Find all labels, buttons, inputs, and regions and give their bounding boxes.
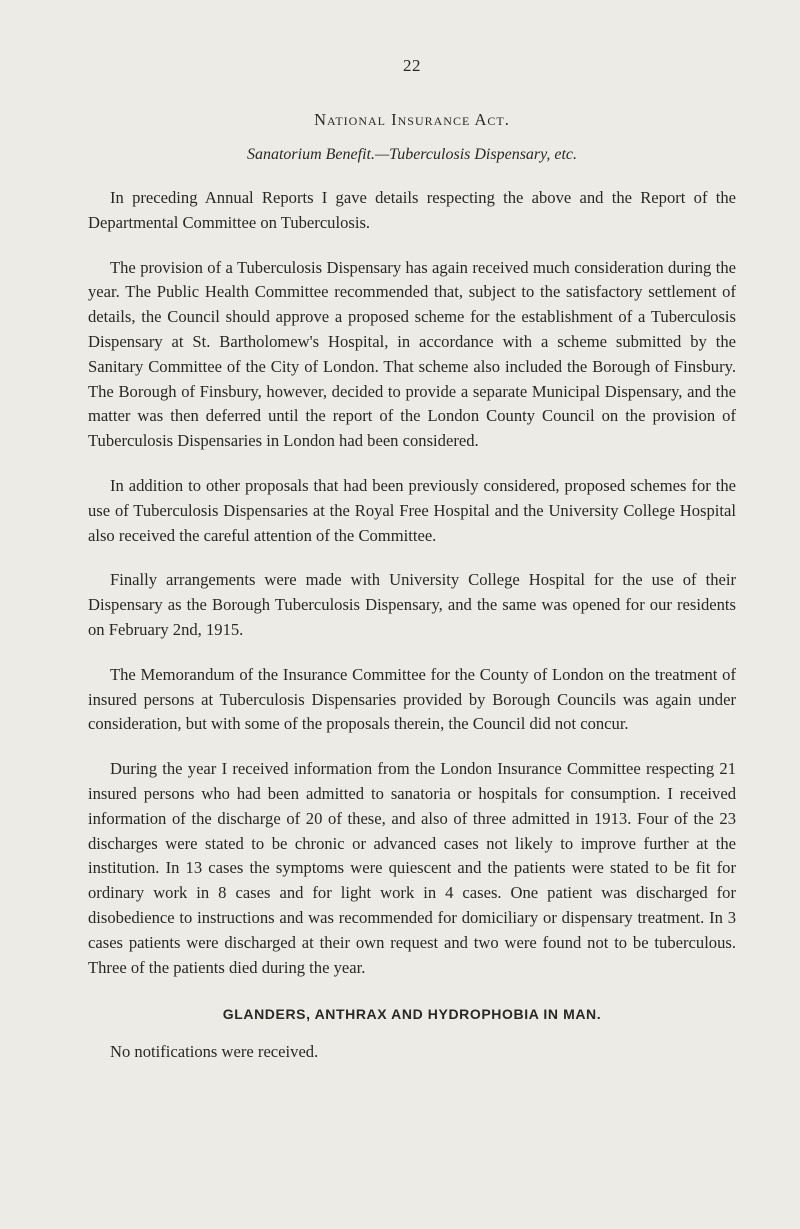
paragraph-memorandum: The Memorandum of the Insurance Committee for the County of London on the treatment of insured persons at Tuberculosis Dispensaries provided by Borough Councils was again under consideration, but with some of the proposals therein, the Council did not concur.	[88, 664, 736, 734]
section-subtitle: Sanatorium Benefit.—Tuberculosis Dispensary, etc.	[246, 146, 578, 163]
paragraph-arrangements: Finally arrangements were made with University College Hospital for the use of their Dispensary as the Borough Tuberculosis Dispensary, and the same was opened for our residents on February 2nd, 1915.	[88, 570, 736, 639]
paragraph-annual-reports: In preceding Annual Reports I gave details respecting the above and the Report of the Departmental Committee on Tuberculosis.	[88, 188, 736, 232]
section-title: National Insurance Act.	[314, 110, 510, 129]
paragraph-dispensary-provision: The provision of a Tuberculosis Dispensary has again received much consideration during the year. The Public Health Committee recommended that, subject to the satisfactory settlement of details, the Council should approve a proposed scheme for the establishment of a Tuberculosis Dispensary at St. Bartholomew's Hospital, in accordance with a scheme submitted by the Sanitary Committee of the City of London. That scheme also included the Borough of Finsbury. The Borough of Finsbury, however, decided to provide a separate Municipal Dispensary, and the matter was then deferred until the report of the London County Council on the provision of Tuberculosis Dispensaries in London had been considered.	[88, 257, 736, 451]
paragraph-insured-persons: During the year I received information from the London Insurance Committee respecting 21 insured persons who had been admitted to sanatoria or hospitals for consumption. I received information of the discharge of 20 of these, and also of three admitted in 1913. Four of the 23 discharges were stated to be chronic or advanced cases not likely to improve further at the institution. In 13 cases the symptoms were quiescent and the patients were stated to be fit for ordinary work in 8 cases and for light work in 4 cases. One patient was discharged for disobedience to instructions and was recommended for domiciliary or dispensary treatment. In 3 cases patients were discharged at their own request and two were found not to be tuberculous. Three of the patients died during the year.	[88, 759, 736, 977]
glanders-heading: GLANDERS, ANTHRAX AND HYDROPHOBIA IN MAN.	[222, 1006, 602, 1023]
paragraph-no-notifications: No notifications were received.	[110, 1042, 319, 1062]
page-number: 22	[403, 56, 421, 75]
paragraph-other-proposals: In addition to other proposals that had been previously considered, proposed schemes for the use of Tuberculosis Dispensaries at the Royal Free Hospital and the University College Hospital also received the careful attention of the Committee.	[88, 475, 736, 545]
